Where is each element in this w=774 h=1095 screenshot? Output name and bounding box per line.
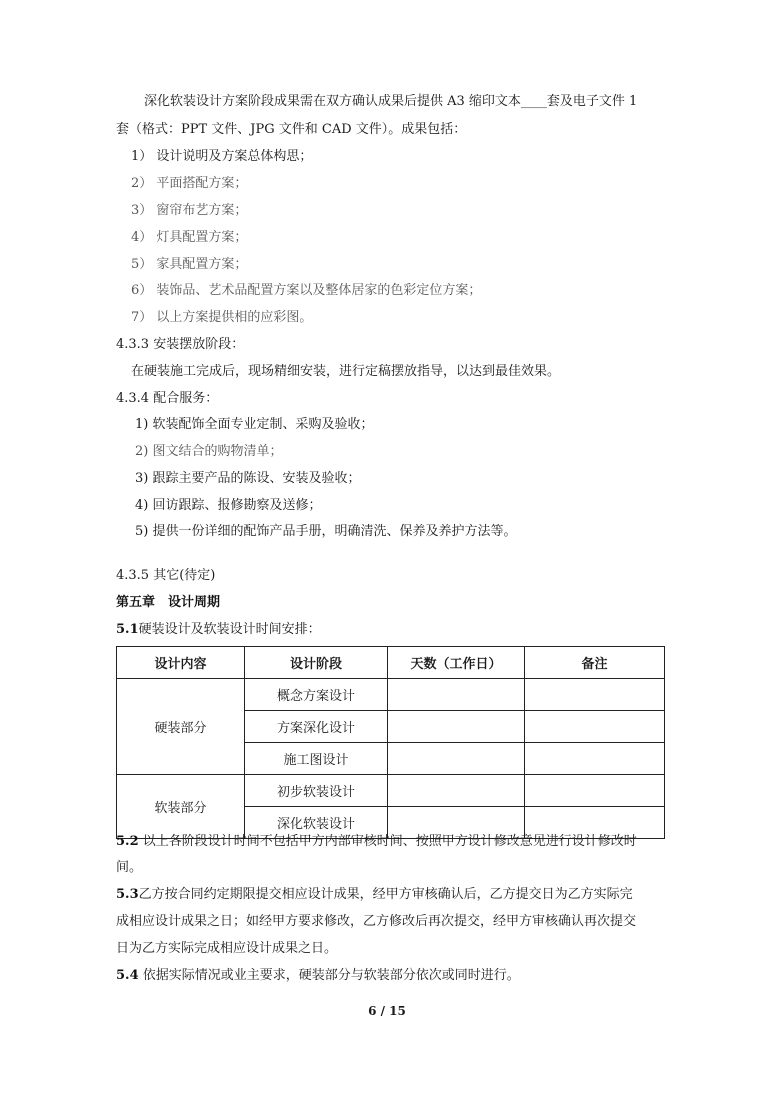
days-cell	[388, 711, 525, 743]
table-header-row	[117, 647, 665, 679]
deliverable-item: 5） 家具配置方案；	[131, 257, 248, 272]
note-52-line-2: 间。	[116, 860, 143, 875]
section-435-heading: 4.3.5 其它(待定)	[116, 568, 216, 583]
section-434-heading: 4.3.4 配合服务：	[116, 391, 219, 406]
remarks-cell	[525, 679, 665, 711]
group-hard-decoration: 硬装部分	[117, 679, 245, 775]
note-53-label: 5.3	[116, 887, 139, 902]
remarks-cell	[525, 711, 665, 743]
header-design-content: 设计内容	[117, 647, 245, 679]
deliverable-item: 3） 窗帘布艺方案；	[131, 203, 248, 218]
table-row	[117, 679, 665, 711]
stage-cell: 初步软装设计	[245, 775, 388, 807]
section-51-label: 5.1	[116, 622, 139, 637]
stage-cell: 方案深化设计	[245, 711, 388, 743]
header-design-stage: 设计阶段	[245, 647, 388, 679]
header-days: 天数（工作日）	[388, 647, 525, 679]
stage-cell: 概念方案设计	[245, 679, 388, 711]
deliverable-item: 6） 装饰品、艺术品配置方案以及整体居家的色彩定位方案；	[131, 283, 482, 298]
deliverable-item: 2） 平面搭配方案；	[131, 176, 248, 191]
service-item: 5) 提供一份详细的配饰产品手册，明确清洗、保养及养护方法等。	[135, 524, 517, 539]
service-item: 3) 跟踪主要产品的陈设、安装及验收；	[135, 471, 361, 486]
note-53-line-2: 成相应设计成果之日；如经甲方要求修改，乙方修改后再次提交，经甲方审核确认再次提交	[116, 914, 637, 929]
note-52-line-1	[116, 832, 637, 852]
days-cell	[388, 743, 525, 775]
section-51-text: 硬装设计及软装设计时间安排：	[138, 622, 321, 637]
days-cell	[388, 679, 525, 711]
note-52-text: 以上各阶段设计时间不包括甲方内部审核时间、按照甲方设计修改意见进行设计修改时	[142, 834, 637, 849]
service-item: 1) 软装配饰全面专业定制、采购及验收；	[135, 417, 374, 432]
stage-cell: 施工图设计	[245, 743, 388, 775]
section-51-line	[116, 620, 321, 640]
remarks-cell	[525, 743, 665, 775]
remarks-cell	[525, 775, 665, 807]
group-soft-decoration: 软装部分	[117, 775, 245, 839]
page-number: 6 / 15	[368, 1004, 406, 1018]
deliverable-item: 4） 灯具配置方案；	[131, 230, 248, 245]
note-53-line-1	[116, 885, 633, 905]
deliverable-item: 7） 以上方案提供相的应彩图。	[131, 310, 313, 325]
deliverable-item: 1） 设计说明及方案总体构思；	[131, 149, 313, 164]
header-remarks: 备注	[525, 647, 665, 679]
service-item: 2) 图文结合的购物清单；	[135, 444, 283, 459]
section-433-heading: 4.3.3 安装摆放阶段：	[116, 337, 245, 352]
note-52-label: 5.2	[116, 834, 139, 849]
service-item: 4) 回访跟踪、报修勘察及送修；	[135, 498, 322, 513]
intro-line-2: 套（格式：PPT 文件、JPG 文件和 CAD 文件）。成果包括：	[116, 122, 467, 137]
days-cell	[388, 775, 525, 807]
note-53-text: 乙方按合同约定期限提交相应设计成果，经甲方审核确认后，乙方提交日为乙方实际完	[138, 887, 633, 902]
table-row	[117, 775, 665, 807]
section-433-body: 在硬装施工完成后，现场精细安装，进行定稿摆放指导，以达到最佳效果。	[131, 364, 561, 379]
note-53-line-3: 日为乙方实际完成相应设计成果之日。	[116, 941, 338, 956]
intro-line-1: 深化软装设计方案阶段成果需在双方确认成果后提供 A3 缩印文本____套及电子文件 1	[144, 94, 638, 109]
note-54-text: 依据实际情况或业主要求，硬装部分与软装部分依次或同时进行。	[142, 968, 520, 983]
schedule-table	[116, 646, 665, 839]
note-54-line	[116, 966, 520, 986]
stage-cell: 深化软装设计	[245, 807, 388, 839]
note-54-label: 5.4	[116, 968, 139, 983]
chapter-5-title: 第五章 设计周期	[116, 595, 221, 610]
